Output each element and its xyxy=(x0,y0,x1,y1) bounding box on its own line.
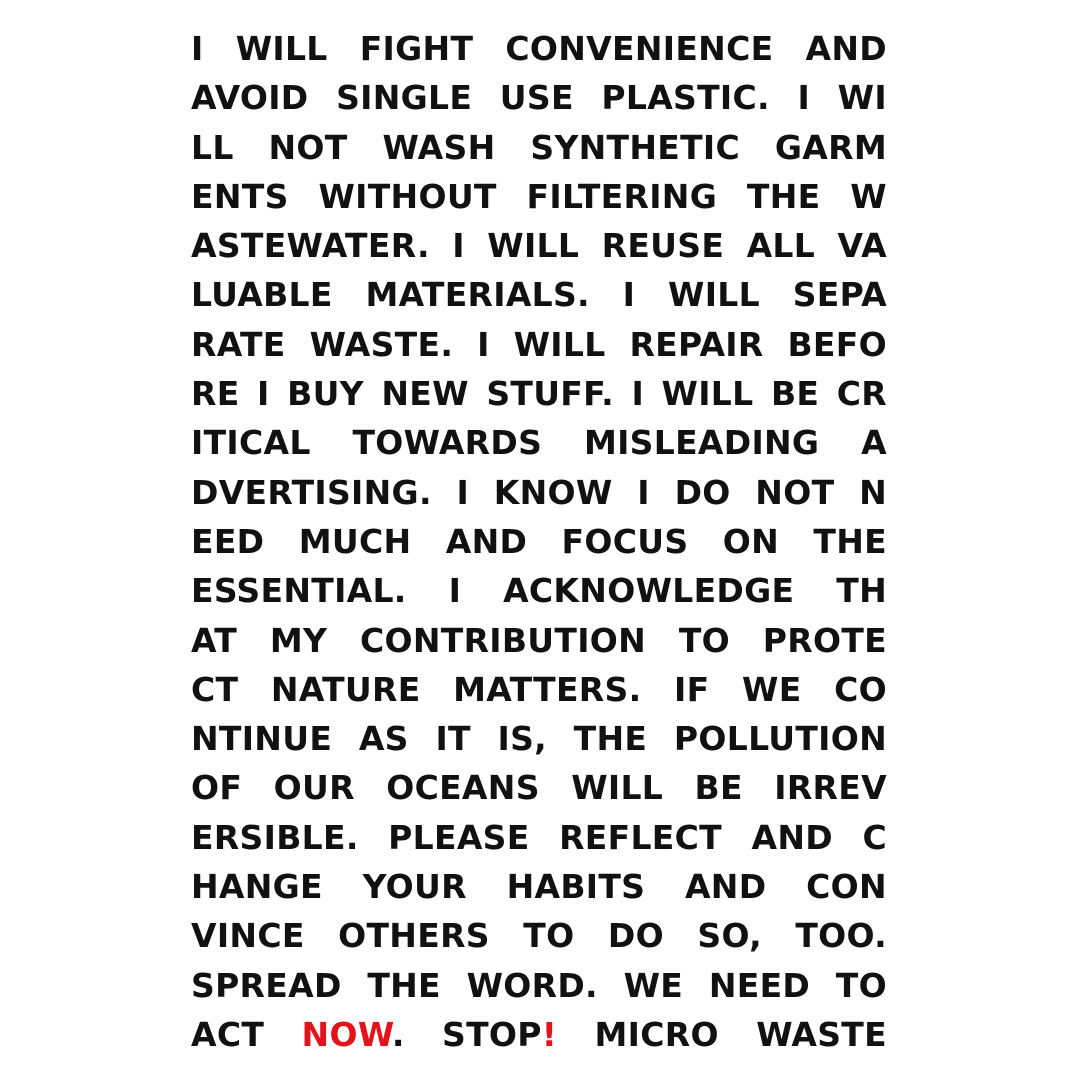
manifesto-line xyxy=(191,714,887,763)
manifesto-word: NEW xyxy=(381,374,469,414)
manifesto-word: WE xyxy=(742,669,802,709)
manifesto-word: MY xyxy=(269,620,328,660)
manifesto-word: A xyxy=(861,423,887,463)
word-micro: MICRO xyxy=(594,1014,719,1054)
manifesto-word: POLLUTION xyxy=(673,719,887,759)
manifesto-word: IT xyxy=(435,719,471,759)
manifesto-word: ENTS xyxy=(191,176,289,216)
manifesto-word: RE xyxy=(191,374,240,414)
manifesto-word: DVERTISING. xyxy=(191,472,432,512)
manifesto-word: ACKNOWLEDGE xyxy=(503,571,795,611)
manifesto-word: VA xyxy=(837,226,887,266)
manifesto-word: I xyxy=(637,472,650,512)
manifesto-word: I xyxy=(797,78,811,118)
manifesto-word: TO xyxy=(523,916,575,956)
manifesto-word: WILL xyxy=(661,374,754,414)
manifesto-word: HANGE xyxy=(191,867,323,907)
manifesto-word: AS xyxy=(358,719,409,759)
manifesto-line xyxy=(191,468,887,517)
manifesto-word: C xyxy=(862,817,887,857)
manifesto-word: SPREAD xyxy=(191,965,342,1005)
manifesto-word: WASH xyxy=(382,127,496,167)
word-act: ACT xyxy=(191,1014,265,1054)
manifesto-word: CT xyxy=(191,669,239,709)
manifesto-word: NATURE xyxy=(270,669,421,709)
manifesto-word: AND xyxy=(445,521,528,561)
manifesto-word: NTINUE xyxy=(191,719,333,759)
manifesto-line xyxy=(191,961,887,1010)
manifesto-line xyxy=(191,665,887,714)
manifesto-word: REPAIR xyxy=(629,324,764,364)
manifesto-line xyxy=(191,763,887,812)
manifesto-word: FOCUS xyxy=(561,521,689,561)
manifesto-word: WILL xyxy=(235,29,328,68)
manifesto-line xyxy=(191,517,887,566)
manifesto-word: LL xyxy=(191,127,234,167)
manifesto-word: KNOW xyxy=(493,472,613,512)
manifesto-word: AND xyxy=(751,817,833,857)
manifesto-word: YOUR xyxy=(362,867,467,907)
manifesto-word: ON xyxy=(722,521,780,561)
manifesto-word: I xyxy=(452,226,465,266)
manifesto-line xyxy=(191,320,887,369)
manifesto-word: PLEASE xyxy=(388,817,530,857)
manifesto-word: SYNTHETIC xyxy=(530,127,741,167)
manifesto-word: THE xyxy=(813,521,887,561)
manifesto-word: TO xyxy=(835,965,887,1005)
manifesto-word: REUSE xyxy=(601,226,725,266)
manifesto-word: IRREV xyxy=(774,768,887,808)
manifesto-word: WE xyxy=(623,965,684,1005)
word-now-group xyxy=(302,1010,405,1059)
manifesto-word: THE xyxy=(573,719,648,759)
word-stop-group xyxy=(442,1010,557,1059)
manifesto-line xyxy=(191,566,887,615)
manifesto-word: OCEANS xyxy=(386,768,540,808)
manifesto-word: SEPA xyxy=(792,275,887,315)
manifesto-word: I xyxy=(456,472,470,512)
manifesto-word: BE xyxy=(770,374,820,414)
manifesto-word: PROTE xyxy=(762,620,887,660)
manifesto-line xyxy=(191,616,887,665)
word-waste: WASTE xyxy=(756,1014,887,1054)
manifesto-word: NEED xyxy=(708,965,811,1005)
manifesto-word: AVOID xyxy=(191,78,309,118)
manifesto-word: DO xyxy=(607,916,664,956)
manifesto-word: WILL xyxy=(487,226,580,266)
manifesto-word: ERSIBLE. xyxy=(191,817,359,857)
period: . xyxy=(391,1014,405,1054)
manifesto-word: I xyxy=(448,571,462,611)
manifesto-word: ALL xyxy=(746,226,816,266)
manifesto-word: USE xyxy=(499,78,574,118)
manifesto-word: THE xyxy=(746,176,821,216)
manifesto-word: THE xyxy=(367,965,441,1005)
manifesto-word: BE xyxy=(694,768,743,808)
manifesto-word: ASTEWATER. xyxy=(191,226,430,266)
manifesto-word: WILL xyxy=(571,768,664,808)
manifesto-word: CONTRIBUTION xyxy=(359,620,647,660)
manifesto-word: N xyxy=(859,472,887,512)
manifesto-text-block xyxy=(191,24,887,1059)
manifesto-word: HABITS xyxy=(506,867,646,907)
manifesto-line xyxy=(191,172,887,221)
manifesto-word: FILTERING xyxy=(526,176,718,216)
exclamation-highlight: ! xyxy=(541,1014,558,1054)
manifesto-word: WORD. xyxy=(466,965,598,1005)
manifesto-word: NOT xyxy=(755,472,835,512)
manifesto-word: CR xyxy=(836,374,887,414)
manifesto-line xyxy=(191,813,887,862)
manifesto-word: IF xyxy=(674,669,710,709)
manifesto-word: PLASTIC. xyxy=(601,78,770,118)
manifesto-line xyxy=(191,73,887,122)
manifesto-word: TOO. xyxy=(795,916,887,956)
manifesto-word: I xyxy=(257,374,270,414)
manifesto-word: CON xyxy=(806,867,887,907)
manifesto-word: STUFF. xyxy=(486,374,614,414)
manifesto-word: I xyxy=(477,324,490,364)
manifesto-word: ITICAL xyxy=(191,423,311,463)
manifesto-word: MATTERS. xyxy=(453,669,642,709)
manifesto-word: WITHOUT xyxy=(318,176,497,216)
manifesto-line xyxy=(191,911,887,960)
manifesto-word: OTHERS xyxy=(338,916,490,956)
manifesto-line xyxy=(191,418,887,467)
manifesto-word: W xyxy=(850,176,887,216)
manifesto-line xyxy=(191,270,887,319)
manifesto-word: WI xyxy=(837,78,887,118)
manifesto-word: OUR xyxy=(273,768,355,808)
manifesto-word: IS, xyxy=(497,719,547,759)
manifesto-word: BUY xyxy=(287,374,364,414)
manifesto-word: VINCE xyxy=(191,916,305,956)
manifesto-word: TH xyxy=(836,571,887,611)
manifesto-word: WILL xyxy=(513,324,606,364)
manifesto-word: TO xyxy=(678,620,731,660)
manifesto-word: ESSENTIAL. xyxy=(191,571,407,611)
manifesto-word: OF xyxy=(191,768,243,808)
manifesto-line xyxy=(191,221,887,270)
manifesto-word: FIGHT xyxy=(359,29,474,68)
manifesto-word: AND xyxy=(805,29,887,68)
manifesto-word: WILL xyxy=(668,275,760,315)
manifesto-word: GARM xyxy=(774,127,887,167)
manifesto-word: MATERIALS. xyxy=(365,275,590,315)
manifesto-final-line xyxy=(191,1010,887,1059)
manifesto-word: AT xyxy=(191,620,238,660)
manifesto-word: I xyxy=(191,29,204,68)
manifesto-word: CONVENIENCE xyxy=(505,29,774,68)
manifesto-word: LUABLE xyxy=(191,275,333,315)
manifesto-line xyxy=(191,123,887,172)
manifesto-word: RATE xyxy=(191,324,286,364)
manifesto-word: DO xyxy=(674,472,731,512)
manifesto-word: EED xyxy=(191,521,265,561)
manifesto-word: WASTE. xyxy=(309,324,454,364)
manifesto-word: BEFO xyxy=(787,324,887,364)
manifesto-word: SO, xyxy=(697,916,762,956)
manifesto-word: NOT xyxy=(268,127,348,167)
word-now-highlight: NOW xyxy=(301,1014,392,1054)
manifesto-word: CO xyxy=(834,669,887,709)
manifesto-word: TOWARDS xyxy=(352,423,543,463)
manifesto-line xyxy=(191,369,887,418)
manifesto-line xyxy=(191,862,887,911)
manifesto-line xyxy=(191,24,887,73)
manifesto-word: REFLECT xyxy=(559,817,722,857)
manifesto-word: AND xyxy=(684,867,767,907)
manifesto-word: I xyxy=(622,275,636,315)
word-stop: STOP xyxy=(442,1014,542,1054)
manifesto-word: MISLEADING xyxy=(583,423,820,463)
manifesto-word: SINGLE xyxy=(336,78,473,118)
manifesto-word: MUCH xyxy=(298,521,412,561)
manifesto-word: I xyxy=(631,374,645,414)
